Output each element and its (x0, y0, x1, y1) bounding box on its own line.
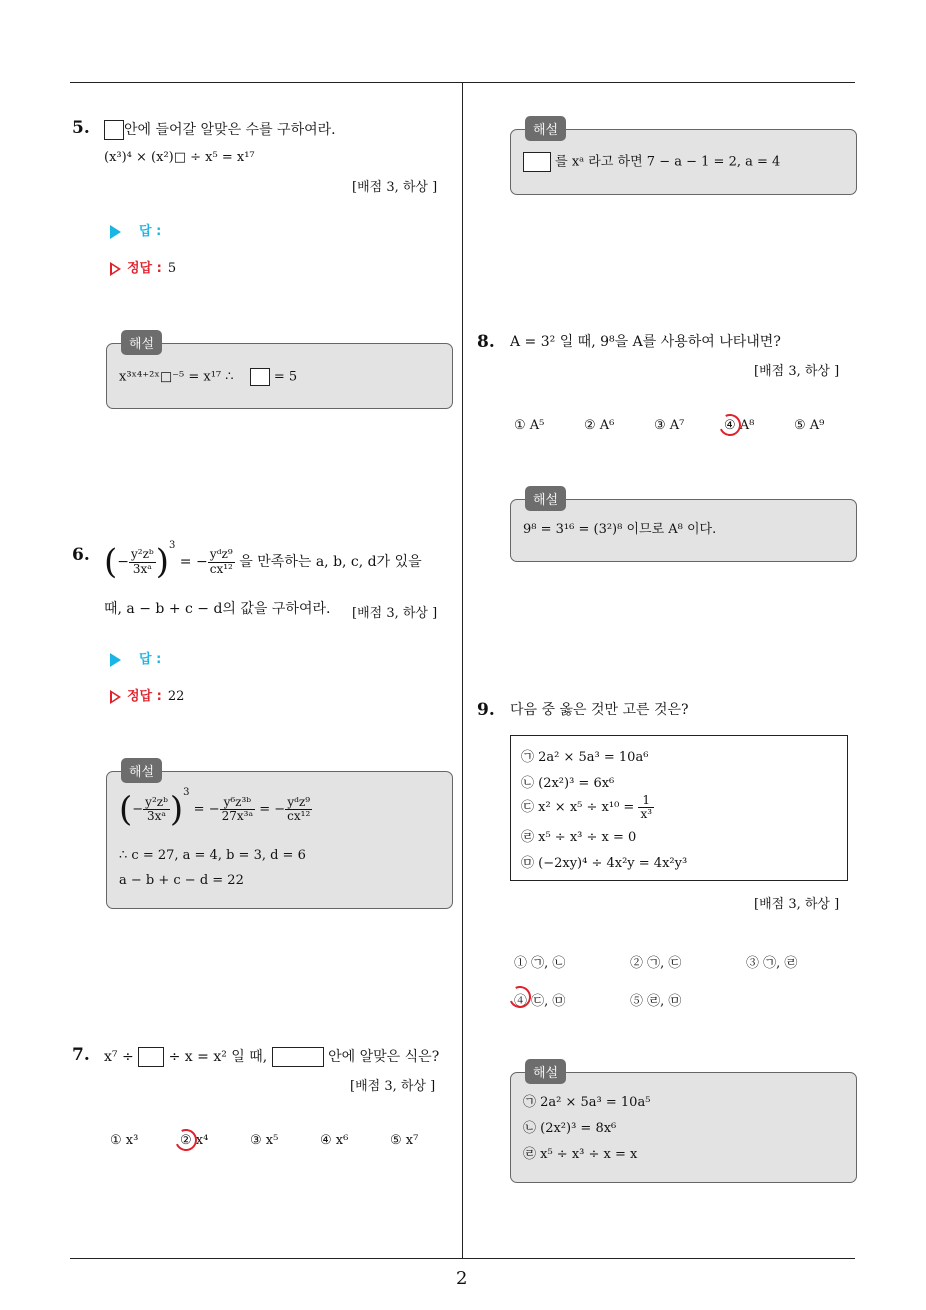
q9-solution-line2: ㉡ (2x²)³ = 8x⁶ (523, 1121, 617, 1136)
q6-equation: (− $\frac{\text{y²zᵇ}}{\text{3xᵃ}}$ )$^3$ = − $\frac{\text{yᵈz⁹}}{\text{cx¹²}}$ 을 만족하는 a, b, c, d가 있을 (104, 540, 422, 582)
bottom-rule (70, 1258, 855, 1259)
q9-item-1: ㉠ 2a² × 5a³ = 10a⁶ (521, 750, 649, 765)
q5-expression: (x³)⁴ × (x²)□ ÷ x⁵ = x¹⁷ (104, 150, 255, 165)
q6-solution-tab: 해설 (121, 758, 162, 783)
q9-choice-3[interactable]: ③ ㉠, ㉣ (746, 956, 798, 971)
q9-item-3: ㉢ x² × x⁵ ÷ x¹⁰ = $\frac{1}{\text{x³}}$ (521, 793, 653, 822)
q9-number: 9. (477, 700, 495, 720)
q8-choice-5[interactable]: ⑤ A⁹ (794, 418, 825, 433)
q5-solution-blank-box (250, 368, 270, 386)
q5-text: 안에 들어갈 알맞은 수를 구하여라. (104, 120, 336, 140)
q5-number: 5. (72, 118, 90, 138)
q7-score: [배점 3, 하상 ] (350, 1079, 436, 1094)
q8-text: A = 3² 일 때, 9⁸을 A를 사용하여 나타내면? (510, 334, 781, 350)
q7-choice-5[interactable]: ⑤ x⁷ (390, 1133, 419, 1148)
q5-score: [배점 3, 하상 ] (352, 180, 438, 195)
q8-choice-4[interactable]: ④ A⁸ (724, 418, 755, 433)
q9-choice-2[interactable]: ② ㉠, ㉢ (630, 956, 682, 971)
q6-solution-line3: a − b + c − d = 22 (119, 873, 244, 888)
q9-solution-box (510, 1066, 857, 1183)
q8-answer-circle (716, 411, 744, 439)
q8-choice-1[interactable]: ① A⁵ (514, 418, 545, 433)
q8-score: [배점 3, 하상 ] (754, 364, 840, 379)
q9-text: 다음 중 옳은 것만 고른 것은? (510, 702, 689, 718)
q8-choice-2[interactable]: ② A⁶ (584, 418, 615, 433)
q9-item-4: ㉣ x⁵ ÷ x³ ÷ x = 0 (521, 830, 637, 845)
column-divider (462, 82, 463, 1258)
q9-choice-5[interactable]: ⑤ ㉣, ㉤ (630, 994, 682, 1009)
q7-blank-box-2 (272, 1047, 324, 1067)
correct-arrow-icon (110, 690, 121, 704)
answer-arrow-icon (110, 225, 121, 239)
q9-choice-4[interactable]: ④ ㉢, ㉤ (514, 994, 566, 1009)
q5-solution-box (106, 337, 453, 409)
answer-arrow-icon (110, 653, 121, 667)
q7-solution-text: 를 xᵃ 라고 하면 7 − a − 1 = 2, a = 4 (523, 152, 780, 172)
q8-choice-3[interactable]: ③ A⁷ (654, 418, 685, 433)
q7-choice-4[interactable]: ④ x⁶ (320, 1133, 349, 1148)
q8-solution-text: 9⁸ = 3¹⁶ = (3²)⁸ 이므로 A⁸ 이다. (523, 522, 717, 537)
q7-choice-2[interactable]: ② x⁴ (180, 1133, 209, 1148)
q7-solution-box (510, 123, 857, 195)
q7-answer-circle (172, 1126, 200, 1154)
q5-solution-tab: 해설 (121, 330, 162, 355)
q8-number: 8. (477, 332, 495, 352)
q6-solution-box (106, 765, 453, 909)
q6-answer-label: 답 : (110, 648, 161, 667)
q7-blank-box-1 (138, 1047, 164, 1067)
q9-item-2: ㉡ (2x²)³ = 6x⁶ (521, 776, 615, 791)
q7-choice-1[interactable]: ① x³ (110, 1133, 139, 1148)
q5-correct-answer: 정답 : 5 (110, 257, 176, 276)
q6-score: [배점 3, 하상 ] (352, 606, 438, 621)
q6-text-line2: 때, a − b + c − d의 값을 구하여라. (104, 601, 331, 617)
q7-text: x⁷ ÷ ÷ x = x² 일 때, 안에 알맞은 식은? (104, 1049, 440, 1065)
correct-arrow-icon (110, 262, 121, 276)
q6-solution-line1: (− $\frac{\text{y²zᵇ}}{\text{3xᵃ}}$ )$^3$ = − $\frac{\text{y⁶z³ᵇ}}{\text{27x³ᵃ}}$ = − $\frac{\text{yᵈz⁹}}{\text{cx¹²}}$ (119, 787, 311, 830)
q9-score: [배점 3, 하상 ] (754, 897, 840, 912)
q6-correct-answer: 정답 : 22 (110, 685, 184, 704)
q9-items-box (510, 735, 848, 881)
q7-solution-tab: 해설 (525, 116, 566, 141)
q7-choice-3[interactable]: ③ x⁵ (250, 1133, 279, 1148)
q5-solution-text: x³ˣ⁴⁺²ˣ□⁻⁵ = x¹⁷ ∴ = 5 (119, 369, 298, 385)
q8-solution-box (510, 493, 857, 562)
q9-solution-tab: 해설 (525, 1059, 566, 1084)
q5-blank-box (104, 120, 124, 140)
q9-solution-line1: ㉠ 2a² × 5a³ = 10a⁵ (523, 1095, 651, 1110)
q8-solution-tab: 해설 (525, 486, 566, 511)
q6-solution-line2: ∴ c = 27, a = 4, b = 3, d = 6 (119, 848, 306, 863)
q5-answer-label: 답 : (110, 220, 161, 239)
q9-item-5: ㉤ (−2xy)⁴ ÷ 4x²y = 4x²y³ (521, 856, 688, 871)
q7-number: 7. (72, 1045, 90, 1065)
q9-choice-1[interactable]: ① ㉠, ㉡ (514, 956, 566, 971)
q6-number: 6. (72, 545, 90, 565)
page-number: 2 (456, 1268, 468, 1289)
q9-solution-line3: ㉣ x⁵ ÷ x³ ÷ x = x (523, 1147, 638, 1162)
q7-solution-blank-box (523, 152, 551, 172)
